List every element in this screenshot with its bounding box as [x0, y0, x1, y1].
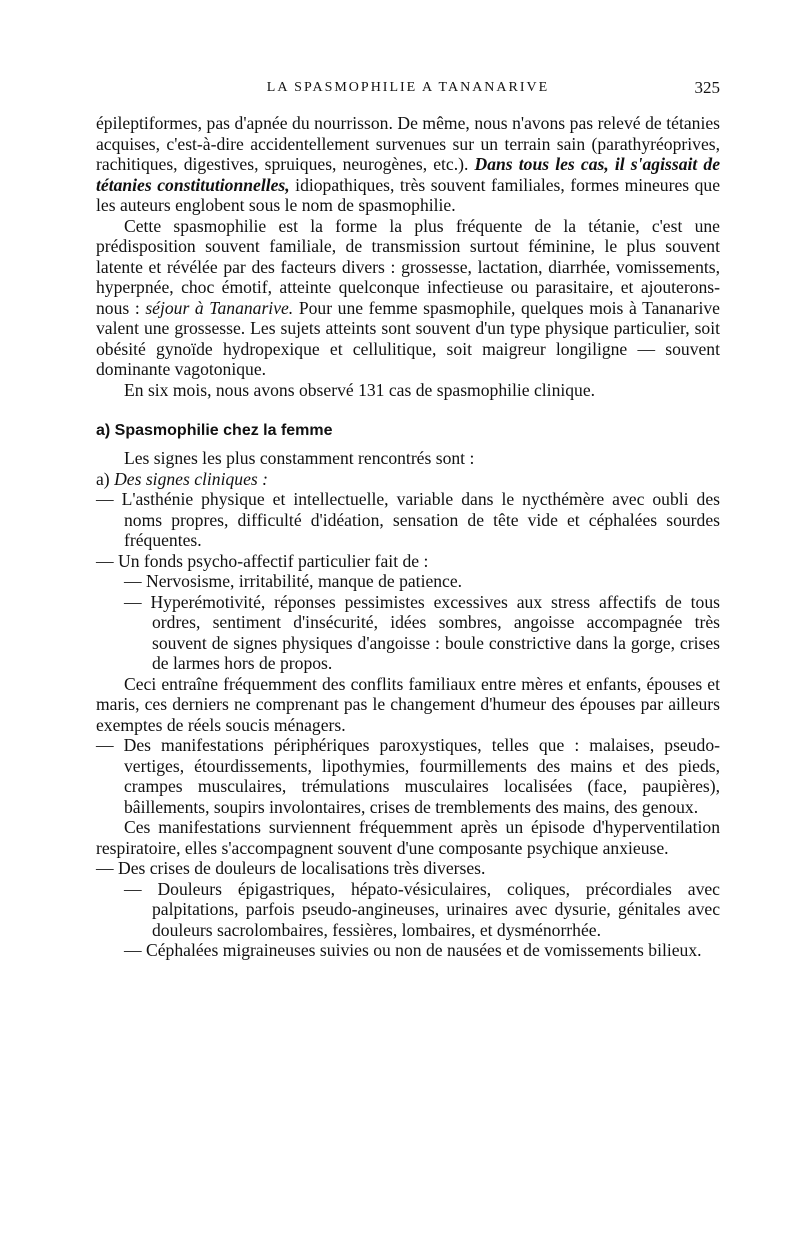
p1-emphasis: Dans tous les cas, il s'agissait de tétanies constitutionnelles, — [96, 154, 720, 195]
item-manifestations: — Des manifestations périphériques paroxystiques, telles que : malaises, pseudo-vertiges, étourdissements, lipothymies, fourmillements des mains et des pieds, crampes musculaires, trémulations musculaires localisées (face, paupières), bâillements, soupirs involontaires, crises de tremblements des mains, des genoux. — [96, 735, 720, 817]
item-fonds: — Un fonds psycho-affectif particulier fait de : — [96, 550, 429, 571]
p2-text-a: Cette spasmophilie est la forme la plus fréquente de la tétanie, c'est une prédisposition souvent familiale, de transmission surtout féminine, le plus souvent latente et révélée par des facteurs divers : grossesse, lactation, diarrhée, vomissements, hyperpnée, choc émotif, atteinte quelconque infectieuse ou parasitaire, et ajouterons-nous : — [96, 215, 720, 318]
paragraph-spasmophilie — [96, 216, 720, 380]
item-hyperemotivite: — Hyperémotivité, réponses pessimistes excessives aux stress affectifs de tous ordres, sentiment d'insécurité, idées sombres, angoisse accompagnée très souvent de signes physiques d'angoisse : boule constrictive dans la gorge, crises de larmes hors de propos. — [124, 591, 720, 673]
p1-text-c: idiopathiques, très souvent familiales, formes mineures que les auteurs englobent sous le nom de spasmophilie. — [96, 174, 721, 215]
p1-text-a: épileptiformes, pas d'apnée du nourrisson. De même, nous n'avons pas relevé de tétanies acquises, c'est-à-dire accidentellement survenues sur un terrain sain (parathyréoprives, rachitiques, digestives, spruiques, neurogènes, etc.). — [96, 113, 720, 174]
page-number: 325 — [694, 78, 720, 97]
paragraph-hyperventilation: Ces manifestations surviennent fréquemment après un épisode d'hyperventilation respiratoire, elles s'accompagnent souvent d'une composante psychique anxieuse. — [96, 817, 720, 858]
item-douleurs: — Douleurs épigastriques, hépato-vésiculaires, coliques, précordiales avec palpitations, parfois pseudo-angineuses, urinaires avec dysurie, génitales avec douleurs sacrolombaires, fessières, lombaires, et dysménorrhée. — [124, 878, 720, 940]
paragraph-six-mois: En six mois, nous avons observé 131 cas de spasmophilie clinique. — [124, 379, 596, 400]
p2-text-c: Pour une femme spasmophile, quelques mois à Tananarive valent une grossesse. Les sujets atteints sont souvent d'un type physique particulier, soit obésité gynoïde hydropexique et cellulitique, soit maigreur longiligne — souvent dominante vagotonique. — [96, 297, 720, 379]
body-text — [96, 113, 720, 961]
paragraph-epileptiformes — [96, 113, 720, 216]
subheading-signes-cliniques — [96, 469, 720, 490]
item-asthenie: — L'asthénie physique et intellectuelle, variable dans le nycthémère avec oubli des noms propres, difficulté d'idéation, sensation de tête vide et céphalées sourdes fréquentes. — [96, 489, 720, 550]
page-header — [96, 78, 720, 102]
running-title: LA SPASMOPHILIE A TANANARIVE — [266, 80, 550, 95]
item-cephalees: — Céphalées migraineuses suivies ou non de nausées et de vomissements bilieux. — [124, 940, 702, 960]
item-crises: — Des crises de douleurs de localisations très diverses. — [96, 858, 486, 878]
subheading-text: Des signes cliniques : — [114, 468, 268, 489]
section-heading: a) Spasmophilie chez la femme — [96, 422, 333, 439]
paragraph-signes: Les signes les plus constamment rencontrés sont : — [124, 448, 475, 468]
subheading-label: a) — [96, 468, 115, 489]
p2-emphasis: séjour à Tananarive. — [145, 297, 294, 318]
item-nervosisme: — Nervosisme, irritabilité, manque de patience. — [124, 571, 463, 591]
paragraph-conflits: Ceci entraîne fréquemment des conflits familiaux entre mères et enfants, épouses et maris, ces derniers ne comprenant pas le changement d'humeur des épouses par ailleurs exemptes de réels soucis ménagers. — [96, 673, 720, 735]
